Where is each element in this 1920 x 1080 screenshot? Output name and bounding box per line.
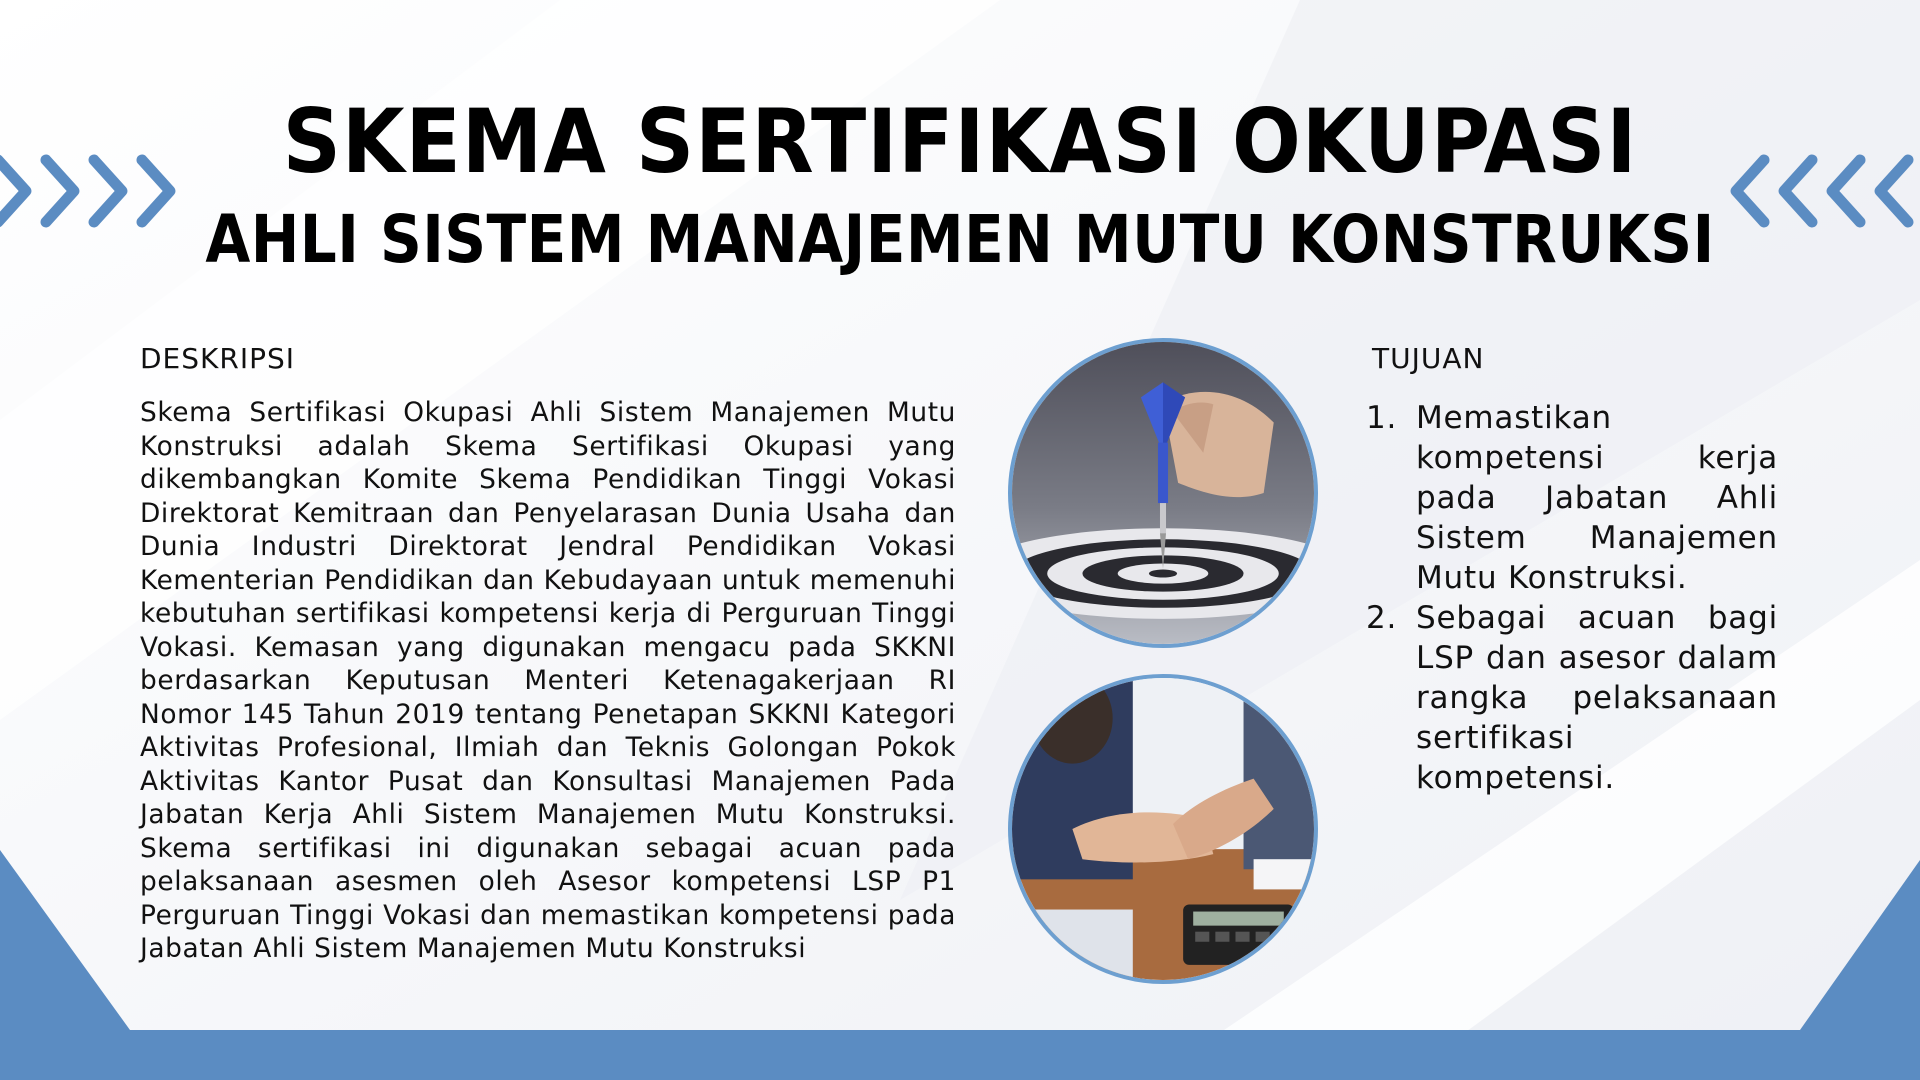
handshake-photo (1008, 674, 1318, 984)
goal-text: Sebagai acuan bagi LSP dan asesor dalam rangka pelaksanaan sertifikasi kompetensi. (1416, 600, 1778, 796)
goals-heading: TUJUAN (1372, 342, 1485, 375)
goal-number: 2. (1366, 600, 1398, 636)
title-block (0, 92, 1920, 280)
goal-number: 1. (1366, 400, 1398, 436)
title-line-1: SKEMA SERTIFIKASI OKUPASI (282, 90, 1638, 193)
goal-item (1366, 598, 1778, 798)
description-heading: DESKRIPSI (140, 342, 296, 375)
description-body: Skema Sertifikasi Okupasi Ahli Sistem Manajemen Mutu Konstruksi adalah Skema Sertifikasi Okupasi yang dikembangkan Komite Skema Pendidikan Tinggi Vokasi Direktorat Kemitraan dan Penyelarasan Dunia Usaha dan Dunia Industri Direktorat Jendral Pendidikan Vokasi Kementerian Pendidikan dan Kebudayaan untuk memenuhi kebutuhan sertifikasi kompetensi kerja di Perguruan Tinggi Vokasi. Kemasan yang digunakan mengacu pada SKKNI berdasarkan Keputusan Menteri Ketenagakerjaan RI Nomor 145 Tahun 2019 tentang Penetapan SKKNI Kategori Aktivitas Profesional, Ilmiah dan Teknis Golongan Pokok Aktivitas Kantor Pusat dan Konsultasi Manajemen Pada Jabatan Kerja Ahli Sistem Manajemen Mutu Konstruksi. Skema sertifikasi ini digunakan sebagai acuan pada pelaksanaan asesmen oleh Asesor kompetensi LSP P1 Perguruan Tinggi Vokasi dan memastikan kompetensi pada Jabatan Ahli Sistem Manajemen Mutu Konstruksi (140, 397, 956, 964)
goals-list (1366, 398, 1778, 798)
title-line-2: AHLI SISTEM MANAJEMEN MUTU KONSTRUKSI (205, 201, 1715, 278)
goal-text: Memastikan kompetensi kerja pada Jabatan Ahli Sistem Manajemen Mutu Konstruksi. (1416, 400, 1778, 596)
dart-target-photo (1008, 338, 1318, 648)
goal-item (1366, 398, 1778, 598)
